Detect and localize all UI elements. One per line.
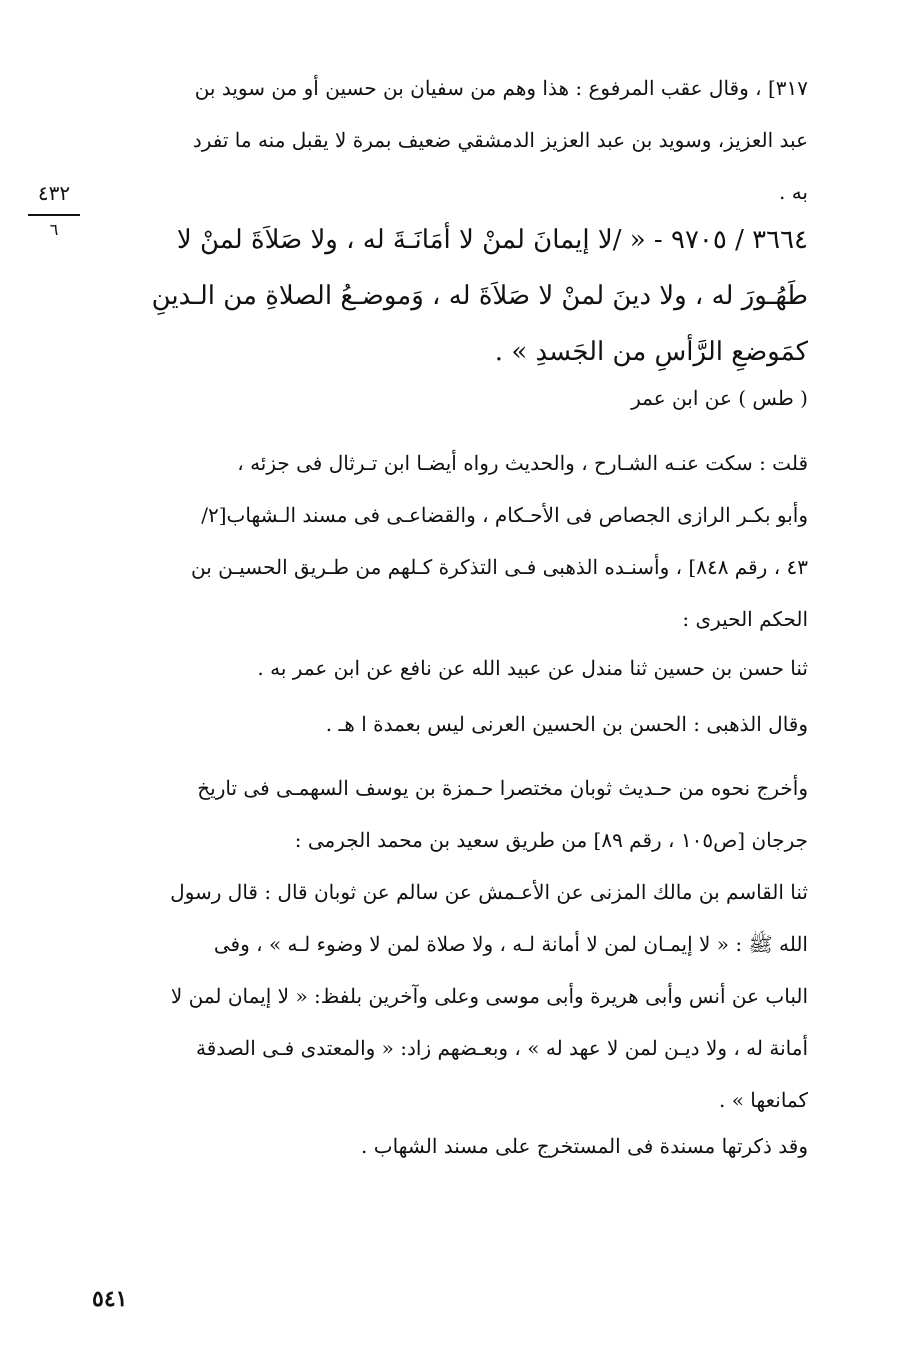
text-line: ٤٣ ، رقم ٨٤٨] ، وأسنـده الذهبى فـى التذكرة كـلهم من طـريق الحسيـن بن: [190, 555, 808, 579]
text-line: وأبو بكـر الرازى الجصاص فى الأحـكام ، والقضاعـى فى مسند الـشهاب[٢/: [201, 503, 808, 527]
margin-reference-rule: [28, 214, 80, 216]
paragraph-final: [92, 1126, 808, 1166]
text-line: الله ﷺ : « لا إيمـان لمن لا أمانة لـه ، ولا صلاة لمن لا وضوء لـه » ، وفى: [213, 932, 808, 956]
text-line: به .: [778, 180, 808, 204]
paragraph-akhraj: [92, 762, 808, 866]
paragraph-dhahabi: [92, 704, 808, 744]
page-number: ٥٤١: [92, 1286, 128, 1312]
text-line: ٣١٧] ، وقال عقب المرفوع : هذا وهم من سفيان بن حسين أو من سويد بن: [194, 76, 808, 100]
text-line: ثنا حسن بن حسين ثنا مندل عن عبيد الله عن نافع عن ابن عمر به .: [257, 656, 808, 680]
hadith-line: طَهُـورَ له ، ولا دينَ لمنْ لا صَلاَةَ له ، وَموضـعُ الصلاةِ من الـدينِ: [151, 281, 808, 311]
hadith-line: كمَوضعِ الرَّأسِ من الجَسدِ » .: [494, 337, 808, 367]
text-line: ثنا القاسم بن مالك المزنى عن الأعـمش عن سالم عن ثوبان قال : قال رسول: [170, 880, 808, 904]
text-line: أمانة له ، ولا ديـن لمن لا عهد له » ، وبعـضهم زاد: « والمعتدى فـى الصدقة: [196, 1036, 808, 1060]
source-line: ( طس ) عن ابن عمر: [631, 386, 808, 410]
margin-reference-top: ٤٣٢: [37, 181, 71, 205]
text-line: جرجان [ص١٠٥ ، رقم ٨٩] من طريق سعيد بن محمد الجرمى :: [294, 828, 808, 852]
paragraph-source: [92, 378, 808, 418]
text-line: كمانعها » .: [718, 1088, 808, 1112]
margin-reference: [28, 178, 80, 240]
paragraph-hadith: [92, 212, 808, 380]
text-line: قلت : سكت عنـه الشـارح ، والحديث رواه أيضـا ابن تـرثال فى جزئه ،: [237, 451, 808, 475]
paragraph-qult: [92, 437, 808, 645]
hadith-line: ٣٦٦٤ / ٩٧٠٥ - « /لا إيمانَ لمنْ لا أمَانَـةَ له ، ولا صَلاَةَ لمنْ لا: [176, 225, 808, 255]
text-line: وقال الذهبى : الحسن بن الحسين العرنى ليس بعمدة ا هـ .: [325, 712, 808, 736]
text-line: وأخرج نحوه من حـديث ثوبان مختصرا حـمزة بن يوسف السهمـى فى تاريخ: [197, 776, 808, 800]
text-line: الحكم الحيرى :: [682, 607, 808, 631]
text-line: وقد ذكرتها مسندة فى المستخرج على مسند الشهاب .: [361, 1134, 808, 1158]
paragraph-intro: [92, 62, 808, 218]
paragraph-isnad-1: [92, 648, 808, 688]
text-line: الباب عن أنس وأبى هريرة وأبى موسى وعلى وآخرين بلفظ: « لا إيمان لمن لا: [170, 984, 808, 1008]
text-line: عبد العزيز، وسويد بن عبد العزيز الدمشقي ضعيف بمرة لا يقبل منه ما تفرد: [192, 128, 808, 152]
margin-reference-bottom: ٦: [49, 220, 59, 239]
paragraph-isnad-2: [92, 866, 808, 1126]
